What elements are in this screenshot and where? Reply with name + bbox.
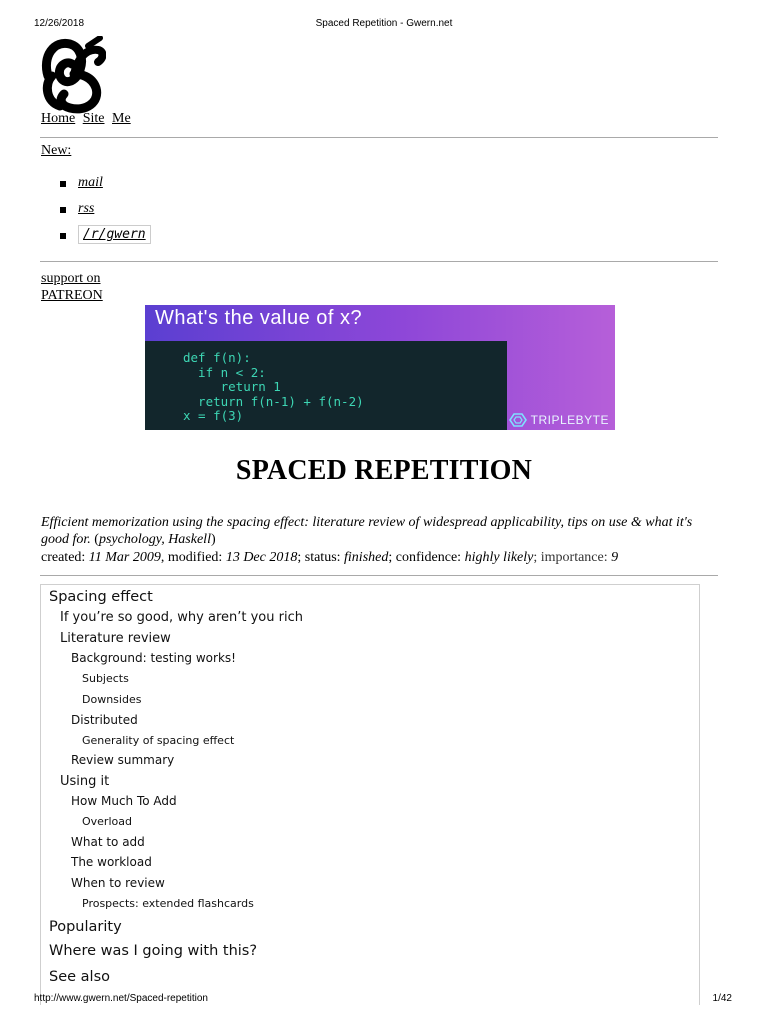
top-nav [41, 111, 135, 127]
rss-link[interactable]: rss [78, 201, 95, 216]
article-abstract [41, 514, 721, 548]
print-page-number: 1/42 [712, 993, 732, 1004]
toc-item[interactable]: Background: testing works! [71, 651, 236, 665]
support-line-2: PATREON [41, 288, 103, 303]
importance-value: 9 [611, 550, 619, 565]
print-title: Spaced Repetition - Gwern.net [315, 18, 453, 29]
tags-close: ) [210, 532, 216, 547]
divider [40, 575, 718, 576]
page-title: SPACED REPETITION [235, 455, 533, 486]
tag-haskell-link[interactable]: Haskell [168, 532, 211, 547]
toc-item[interactable]: What to add [71, 835, 145, 849]
nav-home-link[interactable]: Home [41, 111, 76, 126]
new-label[interactable]: New: [41, 143, 72, 158]
site-logo[interactable] [40, 36, 106, 114]
confidence-value: highly likely [464, 550, 534, 565]
divider [40, 137, 718, 138]
bullet-icon [60, 207, 66, 213]
toc-item[interactable]: Distributed [71, 713, 138, 727]
list-item-mail [60, 175, 151, 201]
toc-item[interactable]: Review summary [71, 753, 175, 767]
toc-item[interactable]: Downsides [82, 693, 142, 706]
status-label: ; status: [297, 550, 345, 565]
patreon-support-link[interactable] [41, 270, 103, 304]
mail-link[interactable]: mail [78, 175, 103, 190]
print-header [0, 18, 768, 32]
gwern-logo-icon [40, 36, 106, 114]
list-item-rss [60, 201, 151, 227]
confidence-label: ; confidence: [388, 550, 465, 565]
print-url: http://www.gwern.net/Spaced-repetition [34, 993, 208, 1004]
ad-code-panel [145, 341, 507, 430]
abstract-text: Efficient memorization using the spacing effect: literature review of widespread applicability, tips on use & what it's good for. [41, 515, 693, 547]
bullet-icon [60, 181, 66, 187]
created-label: created: [41, 550, 89, 565]
toc-item[interactable]: Using it [60, 774, 110, 789]
article-meta [41, 549, 731, 566]
ad-headline: What's the value of x? [155, 307, 363, 329]
new-links-list [60, 175, 151, 253]
toc-item[interactable]: Popularity [49, 919, 122, 935]
tag-psychology-link[interactable]: psychology [98, 532, 162, 547]
toc-item[interactable]: If you’re so good, why aren’t you rich [60, 610, 303, 625]
toc-item[interactable]: Overload [82, 815, 132, 828]
print-footer [0, 993, 768, 1007]
modified-label: , modified: [160, 550, 226, 565]
tags-open: ( [94, 532, 99, 547]
toc-item[interactable]: Literature review [60, 631, 171, 646]
list-item-reddit [60, 227, 151, 253]
created-date: 11 Mar 2009 [88, 550, 161, 565]
nav-me-link[interactable]: Me [112, 111, 131, 126]
toc-item[interactable]: Subjects [82, 672, 129, 685]
ad-brand [509, 412, 609, 428]
tags-sep: , [161, 532, 169, 547]
status-value: finished [344, 550, 389, 565]
support-line-1: support on [41, 271, 101, 286]
toc-item[interactable]: When to review [71, 876, 165, 890]
table-of-contents [40, 584, 700, 1005]
toc-item[interactable]: Prospects: extended flashcards [82, 897, 254, 910]
print-date: 12/26/2018 [34, 18, 85, 29]
ad-brand-text: TRIPLEBYTE [530, 413, 609, 427]
modified-date: 13 Dec 2018 [225, 550, 298, 565]
toc-item[interactable]: The workload [71, 855, 152, 869]
reddit-link[interactable]: /r/gwern [78, 225, 151, 244]
importance-label: ; importance: [533, 550, 612, 565]
bullet-icon [60, 233, 66, 239]
toc-item[interactable]: Where was I going with this? [49, 943, 258, 959]
toc-item[interactable]: Spacing effect [49, 589, 153, 605]
nav-site-link[interactable]: Site [82, 111, 105, 126]
toc-item[interactable]: See also [49, 969, 110, 985]
divider [40, 261, 718, 262]
ad-code: def f(n): if n < 2: return 1 return f(n-1) + f(n-2) x = f(3) [183, 350, 364, 423]
toc-item[interactable]: How Much To Add [71, 794, 177, 808]
triplebyte-logo-icon [509, 413, 527, 427]
toc-item[interactable]: Generality of spacing effect [82, 734, 235, 747]
ad-banner[interactable] [145, 305, 615, 430]
